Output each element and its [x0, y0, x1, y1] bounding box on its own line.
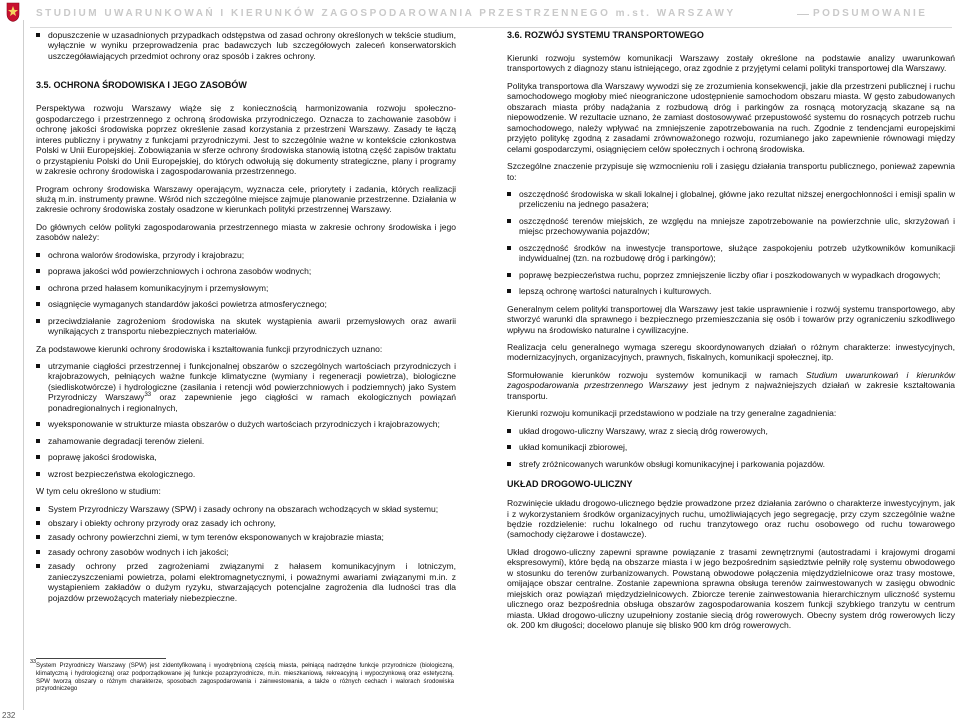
list-item: zahamowanie degradacji terenów zieleni.: [36, 436, 456, 446]
footnote-rule: [36, 658, 166, 659]
list-item: ochrona walorów środowiska, przyrody i krajobrazu;: [36, 250, 456, 260]
intro-list: [36, 30, 456, 61]
paragraph: Realizacja celu generalnego wymaga szeregu skoordynowanych działań o różnym charakterze: inwestycyjnych, modernizacyjnych, organizacyjnych, prawnych, fiskalnych, komunikacji społecznej, itp.: [507, 341, 955, 363]
paragraph: Za podstawowe kierunki ochrony środowiska i kształtowania funkcji przyrodniczych uznano:: [36, 343, 383, 354]
list-item: wzrost bezpieczeństwa ekologicznego.: [36, 469, 456, 479]
footnote: [30, 659, 454, 693]
paragraph: Rozwinięcie układu drogowo-ulicznego będzie prowadzone przez działania zarówno o charakterze inwestycyjnym, jak i z wykorzystaniem środków organizacyjnych ruchu, umożliwiających jego segregację, przy czym szczególnie ważne będzie rozdzielenie: ruchu lokalnego od ruchu tranzytowego oraz ruchu osobowego od ruchu towarowego (samochody ciężarowe i dostawcze).: [507, 498, 955, 540]
paragraph: Polityka transportowa dla Warszawy wywodzi się ze zrozumienia konsekwencji, jakie dla przestrzeni publicznej i ruchu samochodowego mogłoby mieć nieograniczone udostępnienie samochodom obszaru miasta. W gęsto zabudowanych obszarach miasta próby nadążania z rozbudową dróg i parkingów za rosnącą motoryzacją skazane są na niepowodzenie. W rezultacie uznano, że zamiast dostosowywać przepustowość systemu do rosnących potrzeb ruchu samochodowego, należy wpływać na zmniejszenie zapotrzebowania na ruch. Zgodnie z tendencjami europejskimi przyjęto politykę zgodną z zasadami zrównoważonego rozwoju, rozumianego jako zapewnienie równowagi między celami gospodarczymi, osiągnięciem celów społecznych i ochroną środowiska.: [507, 80, 955, 154]
section-heading-3-5: 3.5. OCHRONA ŚRODOWISKA I JEGO ZASOBÓW: [36, 80, 247, 91]
right-column: [507, 30, 955, 637]
benefits-list: [507, 189, 955, 297]
defined-list: [36, 504, 456, 604]
paragraph: Perspektywa rozwoju Warszawy wiąże się z koniecznością harmonizowania rozwoju społeczno-gospodarczego i przestrzennego z ochroną środowiska przyrodniczego. Oznacza to zachowanie zasobów i ochronę jakości środowiska poprzez określenie zasad korzystania z przestrzeni Warszawy. Zasady te łączą interes publiczny i prywatny z funkcjami przyrodniczymi. Jest to szczególnie ważne w kontekście członkostwa Polski w Unii Europejskiej. Zobowiązania w sferze ochrony środowiska stanowią istotną część zapisów traktatu o przystąpieniu Polski do Unii Europejskiej, do których odwołują się dokumenty strategiczne, plany i programy w zakresie ochrony środowiska i zagospodarowania przestrzennego.: [36, 103, 456, 177]
list-item: oszczędność środowiska w skali lokalnej i globalnej, główne jako rezultat niższej energochłonności i emisji spalin w przeliczeniu na jednego pasażera;: [507, 189, 955, 210]
list-item: poprawa jakości wód powierzchniowych i ochrona zasobów wodnych;: [36, 266, 456, 276]
list-item: dopuszczenie w uzasadnionych przypadkach odstępstwa od zasad ochrony określonych w tekście studium, wyłącznie w wyniku przeprowadzenia prac badawczych lub szczegółowych zaleceń konserwatorskich uszczegóławiających przedmiot ochrony oraz sposób i zakres ochrony.: [36, 30, 456, 61]
list-item: ochrona przed hałasem komunikacyjnym i przemysłowym;: [36, 283, 456, 293]
paragraph: Kierunki rozwoju systemów komunikacji Warszawy zostały określone na podstawie analizy uwarunkowań transportowych z diagnozy stanu istniejącego, oraz zgodnie z przyjętymi celami polityki transportowej dla Warszawy.: [507, 53, 955, 74]
footnote-text: System Przyrodniczy Warszawy (SPW) jest zidentyfikowaną i wyodrębnioną częścią miasta, pełniącą nadrzędne funkcje przyrodnicze (biologiczną, klimatyczną i hydrologiczną) oraz podporządkowane jej funkcje pozaprzyrodnicze, m.in. mieszkaniową, rekreacyjną i wypoczynkową oraz estetyczną. SPW tworzą obszary o różnym charakterze, sposobach zagospodarowania i zainwestowania, a także o różnych cechach i walorach środowiska przyrodniczego: [36, 662, 454, 693]
warsaw-coat-of-arms-icon: [6, 2, 20, 22]
page-header: [0, 0, 960, 26]
subheading-road-system: UKŁAD DROGOWO-ULICZNY: [507, 479, 633, 490]
paragraph: Kierunki rozwoju komunikacji przedstawiono w podziale na trzy generalne zagadnienia:: [507, 408, 837, 419]
list-item: oszczędność środków na inwestycje transportowe, służące zaspokojeniu potrzeb użytkowników komunikacji indywidualnej (tzn. na rozbudowę dróg i parkingów);: [507, 243, 955, 264]
paragraph: Układ drogowo-uliczny zapewni sprawne powiązanie z trasami zewnętrznymi (autostradami i krajowymi drogami ekspresowymi), które będą na obszarze miasta i w jego bezpośrednim sąsiedztwie pełniły rolę systemu obwodowego w stosunku do terenów zurbanizowanych. Powstaną obwodowe połączenia międzydzielnicowe oraz trasy mostowe, omijające obszar centralne. Zostanie zapewniona sprawna obsługa terenów zainwestowanych w zasięgu obwodnic miejskich oraz powiązań międzydzielnicowych. Zbiorcze terenie zainwestowania hierarchicznym uliczność systemu ulicznego oraz bezpośrednia obsługa obszarów zagospodarowania koszem funkcji szybkiego tranzytu w centrum miasta. Układ drogowo-uliczny uzupełniony zostanie siecią dróg rowerowych. Obecny system dróg rowerowych liczy ok. 200 km długości; docelowo planuje się blisko 900 km dróg rowerowych.: [507, 546, 955, 631]
list-item: poprawę jakości środowiska,: [36, 452, 456, 462]
paragraph: Generalnym celem polityki transportowej dla Warszawy jest takie usprawnienie i rozwój systemu transportowego, aby stworzyć warunki dla sprawnego i bezpiecznego przemieszczania się osób i towarów przy ograniczeniu szkodliwego wpływu na środowisko naturalne i cywilizacyjne.: [507, 303, 955, 335]
footnote-ref: 33: [144, 392, 152, 399]
list-item: przeciwdziałanie zagrożeniom środowiska na skutek wystąpienia awarii przemysłowych oraz awarii wynikających z transportu niebezpiecznych materiałów.: [36, 316, 456, 337]
paragraph: W tym celu określono w studium:: [36, 486, 161, 497]
paragraph: Szczególne znaczenie przypisuje się wzmocnieniu roli i zasięgu działania transportu publicznego, ponieważ zapewnia to:: [507, 161, 955, 182]
list-item: obszary i obiekty ochrony przyrody oraz zasady ich ochrony,: [36, 518, 456, 528]
document-title: STUDIUM UWARUNKOWAŃ I KIERUNKÓW ZAGOSPODAROWANIA PRZESTRZENNEGO m.st. WARSZAWY: [36, 8, 736, 19]
page-number: 232: [2, 711, 16, 720]
list-item: zasady ochrony przed zagrożeniami związanymi z hałasem komunikacyjnym i lotniczym, zanieczyszczeniami powietrza, polami elektromagnetycznymi, i poważnymi awariami związanymi m.in. z wystąpieniem zakładów o dużym ryzyku, stwarzających potencjalne zagrożenia dla ludności tras dla pojazdów przewożących materiały niebezpieczne.: [36, 561, 456, 603]
list-item: lepszą ochronę wartości naturalnych i kulturowych.: [507, 286, 955, 296]
margin-rule: [23, 20, 24, 710]
list-item: wyeksponowanie w strukturze miasta obszarów o dużych wartościach przyrodniczych i krajobrazowych;: [36, 419, 456, 429]
section-heading-3-6: 3.6. ROZWÓJ SYSTEMU TRANSPORTOWEGO: [507, 30, 704, 40]
list-item: zasady ochrony powierzchni ziemi, w tym terenów eksponowanych w krajobrazie miasta;: [36, 532, 456, 542]
footnote-mark: 33: [30, 659, 37, 665]
list-item: strefy zróżnicowanych warunków obsługi komunikacyjnej i parkowania pojazdów.: [507, 459, 955, 469]
directions-list: [36, 361, 456, 479]
list-item: układ komunikacji zbiorowej,: [507, 442, 955, 452]
issues-list: [507, 426, 955, 469]
list-item: poprawę bezpieczeństwa ruchu, poprzez zmniejszenie liczby ofiar i poszkodowanych w wypadkach drogowych;: [507, 270, 955, 280]
header-rule: [30, 27, 952, 28]
paragraph: Do głównych celów polityki zagospodarowania przestrzennego miasta w zakresie ochrony środowiska i jego zasobów należy:: [36, 221, 456, 243]
list-item: System Przyrodniczy Warszawy (SPW) i zasady ochrony na obszarach wchodzących w skład systemu;: [36, 504, 456, 514]
list-item: utrzymanie ciągłości przestrzennej i funkcjonalnej obszarów o szczególnych wartościach przyrodniczych i krajobrazowych, pełniących ważne funkcje klimatyczne (wymiany i regeneracji powietrza), biologiczne (siedliskotwórcze) i hydrologiczne (zasilania i retencji wód powierzchniowych i podziemnych) jako System Przyrodniczy Warszawy$^{33}$ oraz zapewnienie jego ciągłości w ramach ekologicznych powiązań ponadregionalnych i regionalnych,: [36, 361, 456, 413]
list-item: zasady ochrony zasobów wodnych i ich jakości;: [36, 547, 456, 557]
paragraph: Sformułowanie kierunków rozwoju systemów komunikacji w ramach Studium uwarunkowań i kierunków zagospodarowania przestrzennego Warszawy jest jednym z najważniejszych działań w zakresie kształtowania transportu.: [507, 369, 955, 401]
header-dash: [797, 14, 809, 15]
goals-list: [36, 250, 456, 337]
list-item: układ drogowo-uliczny Warszawy, wraz z siecią dróg rowerowych,: [507, 426, 955, 436]
list-item: oszczędność terenów miejskich, ze względu na mniejsze zapotrzebowanie na powierzchnie ulic, skrzyżowań i miejsc przechowywania pojazdów;: [507, 216, 955, 237]
list-item: osiągnięcie wymaganych standardów jakości powietrza atmosferycznego;: [36, 299, 456, 309]
paragraph: Program ochrony środowiska Warszawy operającym, wyznacza cele, priorytety i zadania, których realizacji służą m.in. instrumenty prawne. Wśród nich szczególne miejsce zajmuje planowanie przestrzenne. Działania w zakresie ochrony środowiska zostały osadzone w kierunkach polityki przestrzennej Warszawy.: [36, 183, 456, 215]
left-column: [36, 30, 456, 610]
section-label: PODSUMOWANIE: [813, 8, 928, 19]
